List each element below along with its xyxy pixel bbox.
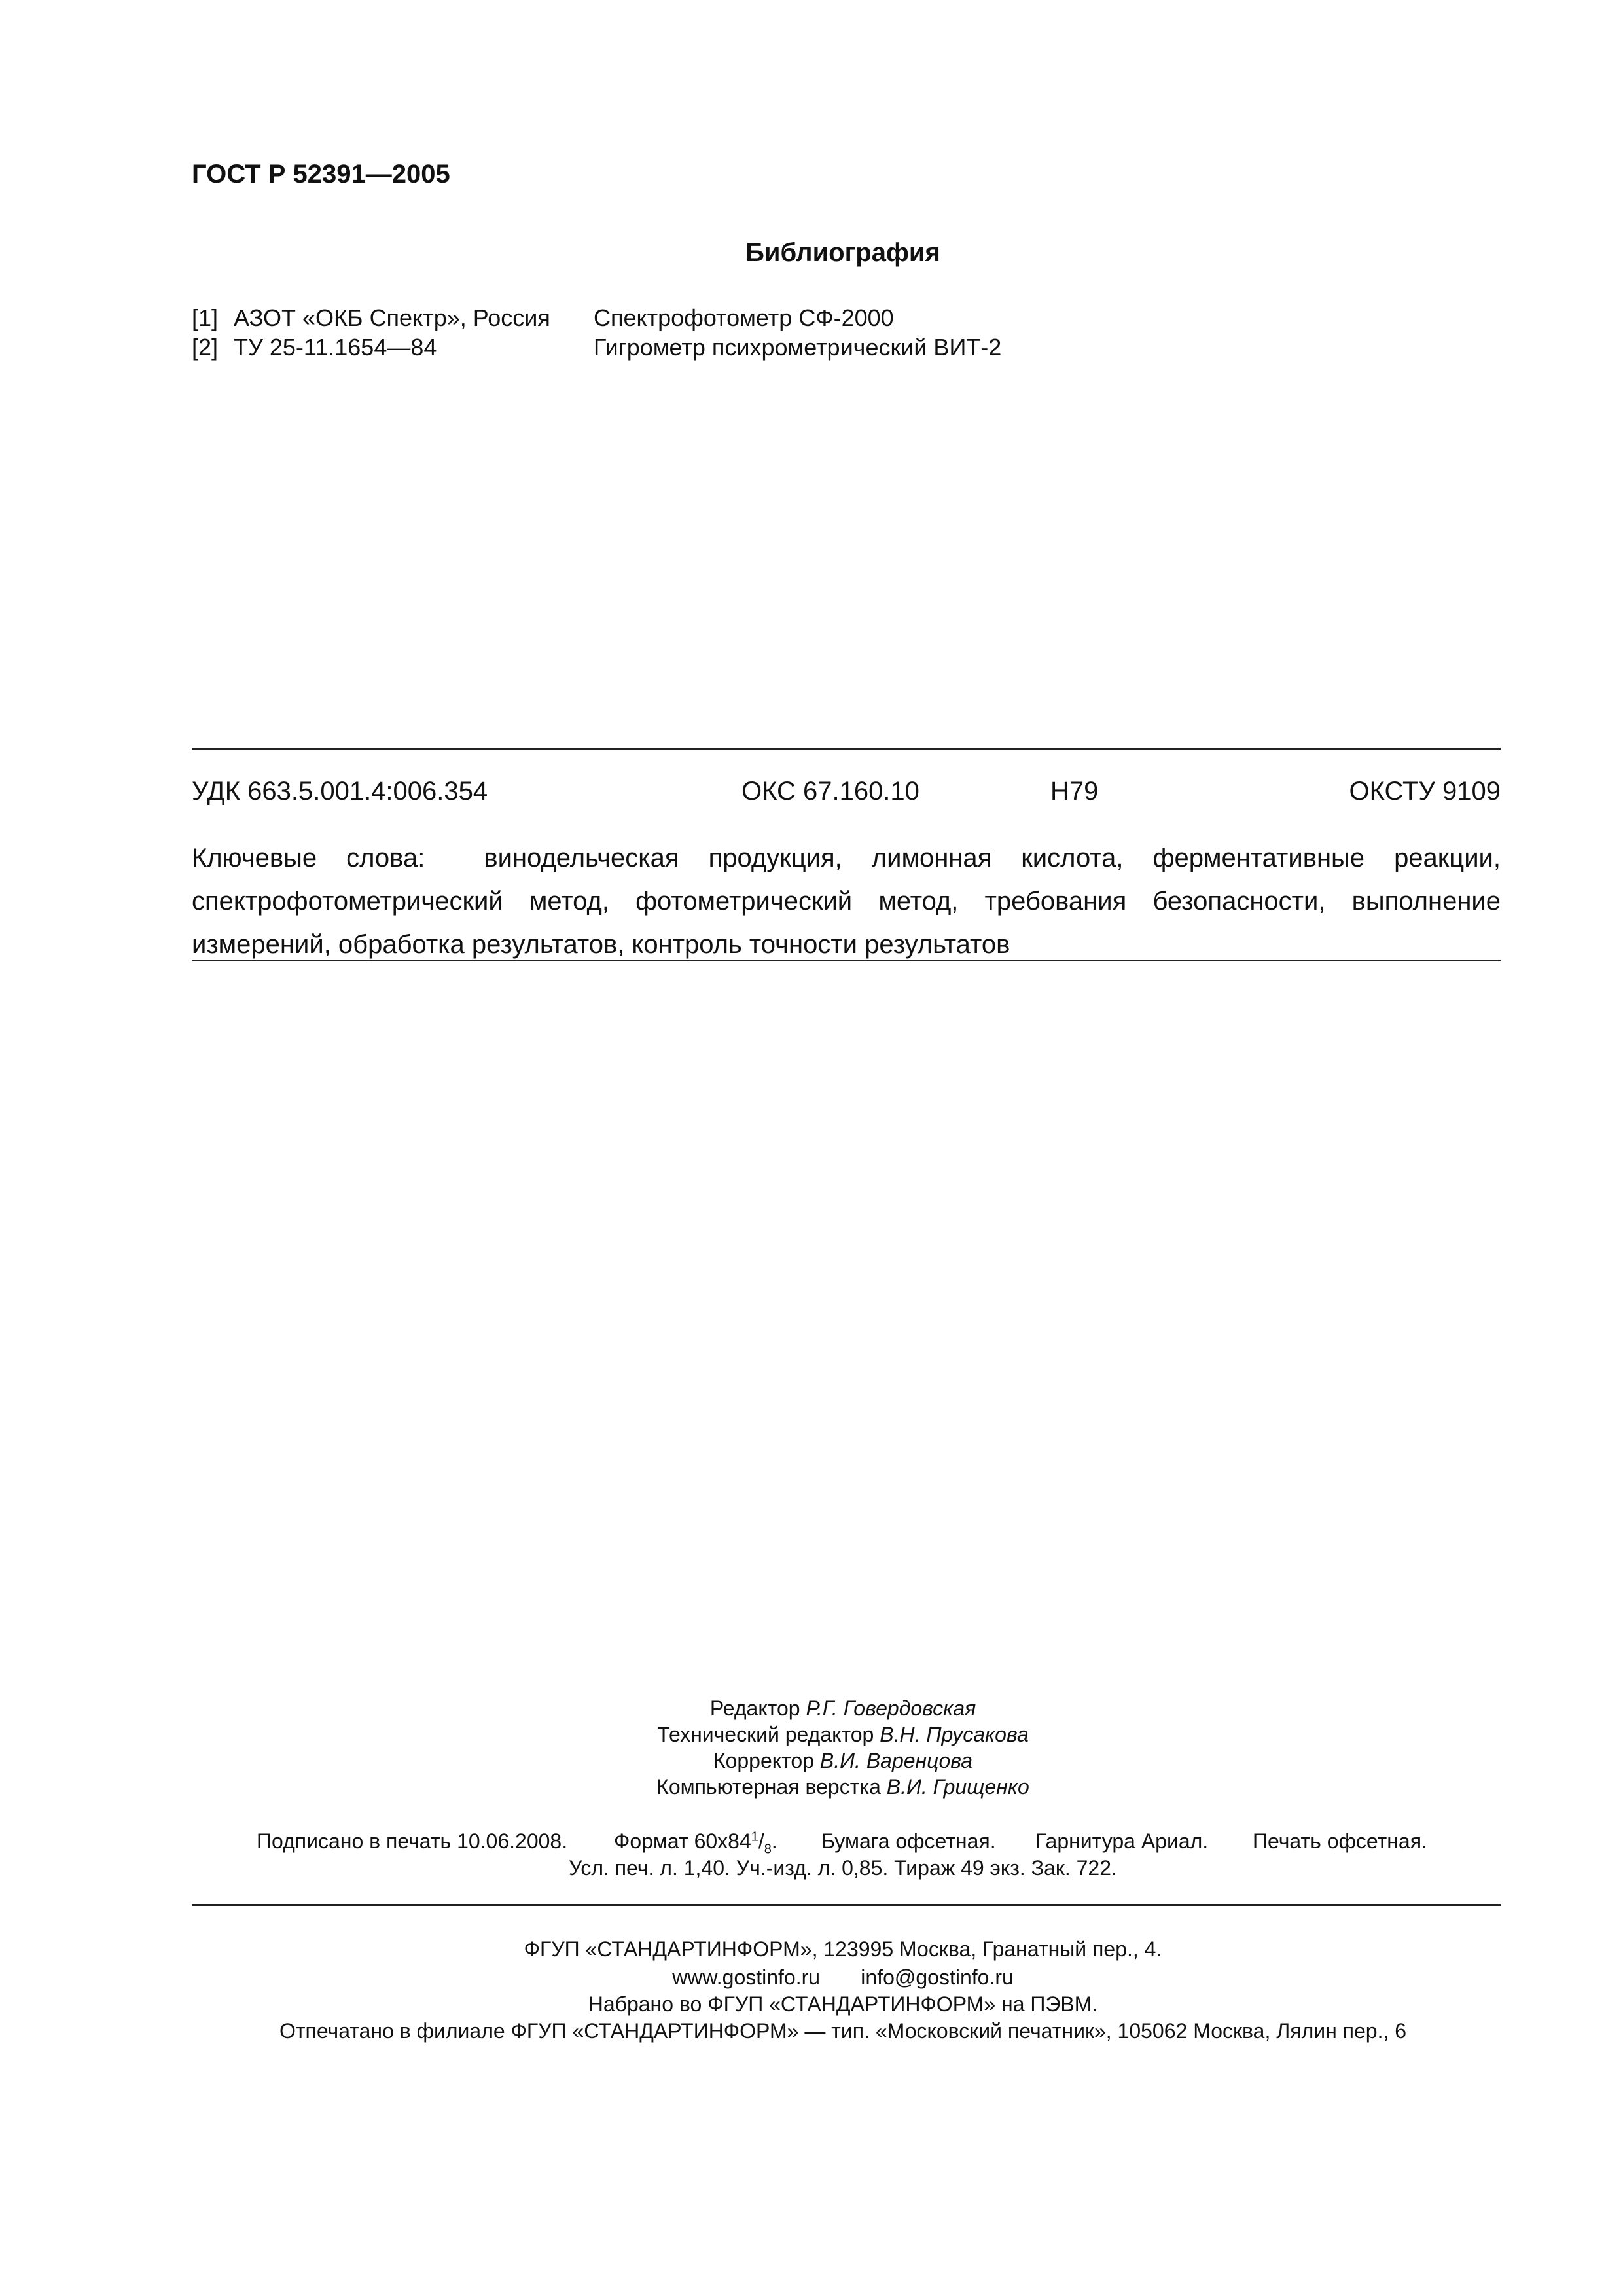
publisher-email: info@gostinfo.ru (861, 1965, 1014, 1989)
bib-item-name: Гигрометр психрометрический ВИТ-2 (594, 334, 1002, 361)
n-code: Н79 (1050, 777, 1099, 806)
divider (192, 748, 1501, 750)
divider (192, 1904, 1501, 1906)
imprint-typeface: Гарнитура Ариал. (1035, 1829, 1209, 1853)
bib-item-name: Спектрофотометр СФ-2000 (594, 304, 894, 331)
imprint-signed: Подписано в печать 10.06.2008. (257, 1829, 568, 1853)
credit-role: Редактор (709, 1696, 800, 1720)
publisher-website: www.gostinfo.ru (672, 1965, 821, 1989)
credit-person: В.И. Грищенко (886, 1775, 1029, 1799)
credit-role: Корректор (713, 1749, 815, 1772)
credit-line (0, 1775, 1623, 1799)
credit-person: В.Н. Прусакова (880, 1723, 1029, 1746)
credit-role: Технический редактор (657, 1723, 874, 1746)
credit-person: Р.Г. Говердовская (806, 1696, 976, 1720)
document-code: ГОСТ Р 52391—2005 (192, 160, 450, 188)
bib-item-number: [1] (192, 304, 219, 331)
publisher-printed: Отпечатано в филиале ФГУП «СТАНДАРТИНФОРМ» — тип. «Московский печатник», 105062 Москва, Лялин пер., 6 (279, 2019, 1407, 2043)
credit-line (0, 1696, 1623, 1721)
imprint-details: Усл. печ. л. 1,40. Уч.-изд. л. 0,85. Тираж 49 экз. Зак. 722. (569, 1856, 1117, 1880)
publisher-typeset: Набрано во ФГУП «СТАНДАРТИНФОРМ» на ПЭВМ. (588, 1992, 1098, 2016)
credit-line (0, 1749, 1623, 1773)
credit-role: Компьютерная верстка (656, 1775, 881, 1799)
credit-person: В.И. Варенцова (819, 1749, 973, 1772)
imprint-format: Формат $60x84^1/_8$. (614, 1829, 777, 1857)
keywords-paragraph (192, 836, 1501, 966)
bib-item-number: [2] (192, 334, 219, 361)
oks-code: ОКС 67.160.10 (741, 777, 919, 806)
bib-item-source: АЗОТ «ОКБ Спектр», Россия (234, 304, 550, 331)
imprint-paper: Бумага офсетная. (821, 1829, 996, 1853)
imprint-print: Печать офсетная. (1253, 1829, 1427, 1853)
divider (192, 960, 1501, 961)
udk-code: УДК 663.5.001.4:006.354 (192, 777, 488, 806)
publisher-contacts (0, 1965, 1623, 1990)
okstu-code: ОКСТУ 9109 (1349, 777, 1501, 806)
keywords-label: Ключевые слова: (192, 844, 425, 872)
bib-item-source: ТУ 25-11.1654—84 (234, 334, 437, 361)
bibliography-title: Библиография (745, 238, 940, 267)
keywords-text: винодельческая продукция, лимонная кислота, ферментативные реакции, спектрофотометрический метод, фотометрический метод, требования безопасности, выполнение измерений, обработка результатов, контроль точности результатов (192, 844, 1501, 959)
credit-line (0, 1723, 1623, 1747)
publisher-address: ФГУП «СТАНДАРТИНФОРМ», 123995 Москва, Гранатный пер., 4. (524, 1937, 1162, 1961)
